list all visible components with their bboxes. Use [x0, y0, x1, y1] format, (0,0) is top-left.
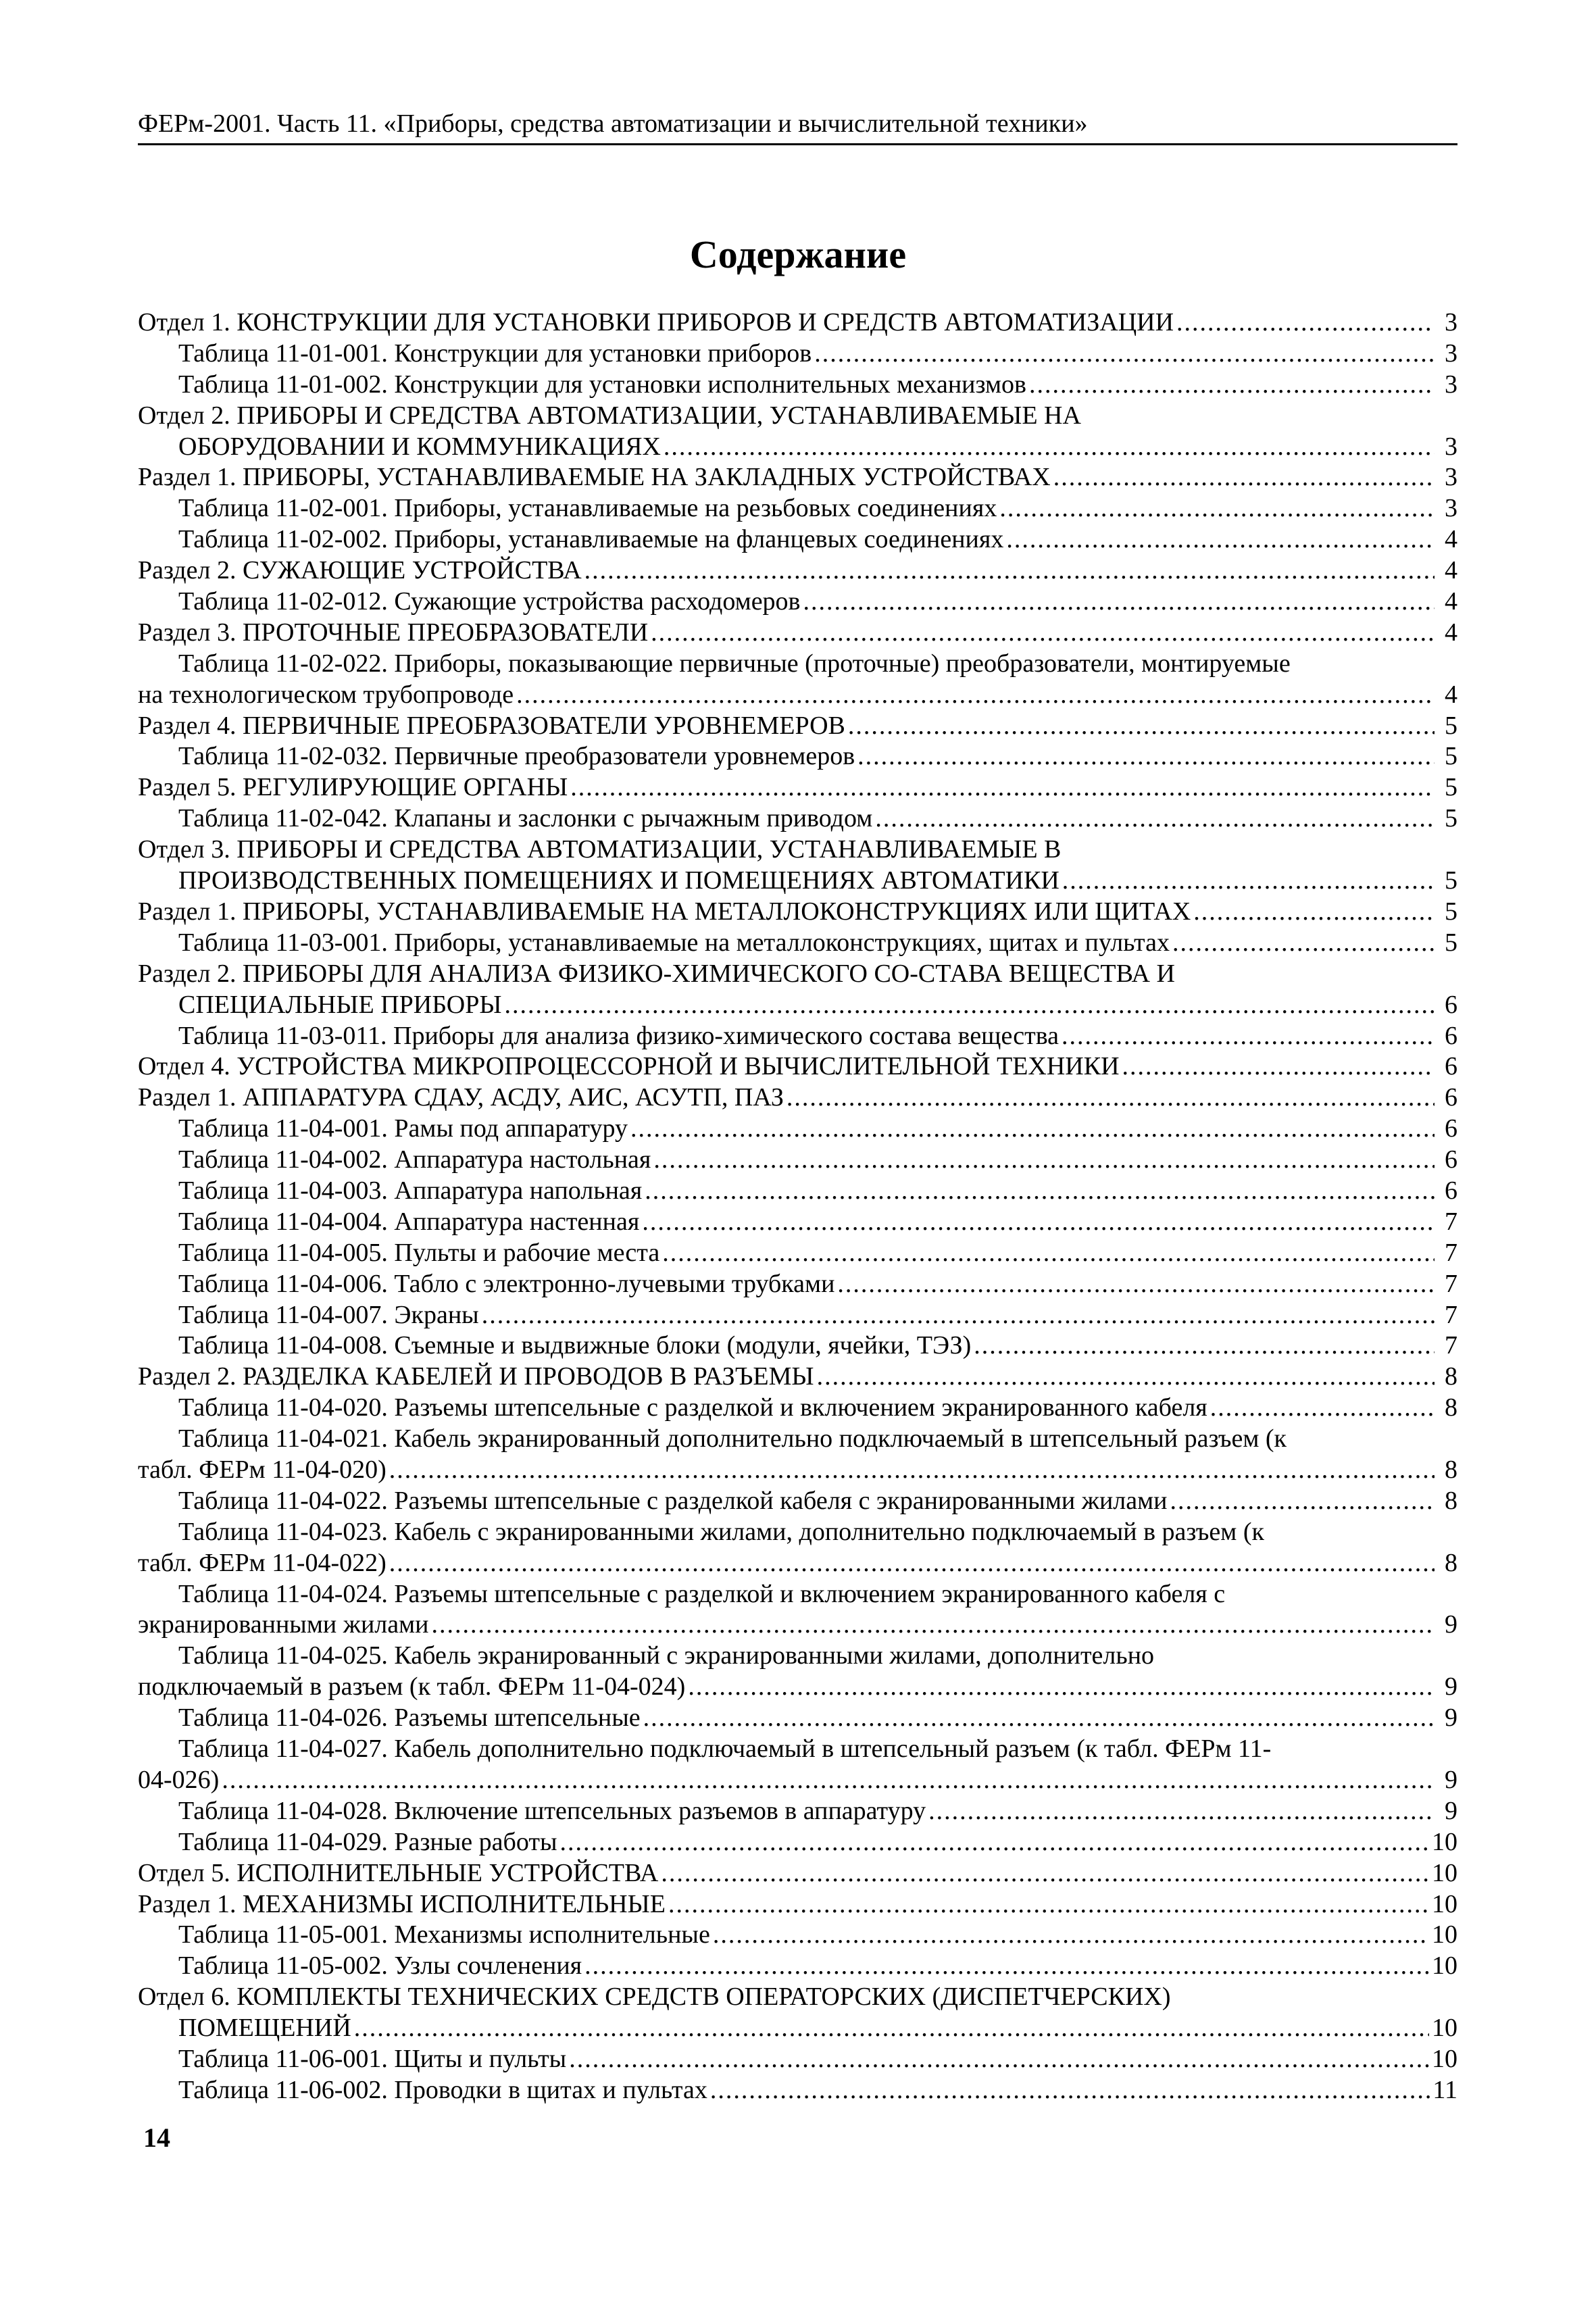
toc-entry-title: подключаемый в разъем (к табл. ФЕРм 11-04-024) — [138, 1672, 686, 1701]
toc-entry-title: Таблица 11-04-001. Рамы под аппаратуру — [178, 1114, 628, 1143]
toc-entry-page: 9 — [1445, 1703, 1457, 1733]
toc-entry — [138, 1703, 1457, 1734]
running-header: ФЕРм-2001. Часть 11. «Приборы, средства автоматизации и вычислительной техники» — [138, 109, 1088, 138]
toc-entry — [138, 1082, 1457, 1114]
dot-leader — [688, 1672, 1435, 1703]
dot-leader — [630, 1114, 1435, 1145]
toc-entry-line-2 — [138, 2013, 1457, 2044]
toc-entry-page: 10 — [1432, 1827, 1457, 1856]
toc-entry — [138, 1517, 1457, 1579]
toc-entry — [138, 2044, 1457, 2075]
toc-entry-page: 3 — [1445, 463, 1457, 492]
toc-entry-page: 4 — [1445, 556, 1457, 585]
toc-entry — [138, 1362, 1457, 1393]
toc-entry-title: экранированными жилами — [138, 1610, 429, 1639]
toc-entry-title: Таблица 11-05-002. Узлы сочленения — [178, 1951, 582, 1981]
dot-leader — [1062, 866, 1435, 897]
toc-entry-title: табл. ФЕРм 11-04-022) — [138, 1548, 386, 1577]
toc-entry-page: 6 — [1445, 1052, 1457, 1081]
dot-leader — [803, 587, 1435, 618]
toc-entry — [138, 339, 1457, 370]
dot-leader — [516, 680, 1435, 711]
toc-entry — [138, 1486, 1457, 1517]
toc-entry — [138, 1021, 1457, 1052]
toc-entry-line-2 — [138, 990, 1457, 1021]
toc-entry — [138, 1734, 1457, 1796]
toc-entry-page: 10 — [1432, 1889, 1457, 1918]
toc-entry-title: Таблица 11-04-003. Аппаратура напольная — [178, 1176, 643, 1205]
dot-leader — [389, 1455, 1435, 1486]
toc-entry-title: СПЕЦИАЛЬНЫЕ ПРИБОРЫ — [178, 990, 502, 1019]
toc-entry-title: Таблица 11-04-004. Аппаратура настенная — [178, 1207, 640, 1236]
toc-entry-page: 9 — [1445, 1765, 1457, 1794]
toc-entry-line-2 — [138, 432, 1457, 463]
toc-entry-title: Таблица 11-04-029. Разные работы — [178, 1827, 557, 1856]
toc-entry — [138, 1920, 1457, 1951]
toc-entry — [138, 1424, 1457, 1486]
toc-entry-title: Раздел 1. ПРИБОРЫ, УСТАНАВЛИВАЕМЫЕ НА МЕТАЛЛОКОНСТРУКЦИЯХ ИЛИ ЩИТАХ — [138, 897, 1191, 926]
dot-leader — [1176, 307, 1435, 339]
dot-leader — [569, 2044, 1429, 2075]
dot-leader — [222, 1765, 1435, 1796]
toc-entry — [138, 1176, 1457, 1207]
toc-entry-title: Таблица 11-04-026. Разъемы штепсельные — [178, 1703, 641, 1733]
toc-entry-page: 5 — [1445, 773, 1457, 802]
toc-entry — [138, 772, 1457, 803]
toc-entry-title: Таблица 11-01-002. Конструкции для установки исполнительных механизмов — [178, 370, 1026, 399]
toc-entry — [138, 618, 1457, 649]
toc-entry-page: 6 — [1445, 1021, 1457, 1050]
toc-entry-page: 9 — [1445, 1610, 1457, 1639]
toc-entry-title: Таблица 11-02-012. Сужающие устройства расходомеров — [178, 587, 801, 616]
toc-entry — [138, 401, 1457, 463]
toc-entry — [138, 587, 1457, 618]
toc-entry — [138, 1393, 1457, 1424]
toc-entry — [138, 1051, 1457, 1082]
toc-entry-title: Таблица 11-03-001. Приборы, устанавливаемые на металлоконструкциях, щитах и пультах — [178, 928, 1170, 957]
toc-entry-title: табл. ФЕРм 11-04-020) — [138, 1455, 386, 1484]
toc-entry — [138, 1951, 1457, 1982]
dot-leader — [643, 1703, 1435, 1734]
dot-leader — [1193, 897, 1435, 928]
toc-entry — [138, 1207, 1457, 1238]
toc-entry — [138, 1889, 1457, 1920]
toc-entry-title: Таблица 11-02-042. Клапаны и заслонки с рычажным приводом — [178, 804, 873, 833]
dot-leader — [570, 772, 1435, 803]
toc-entry-line-2 — [138, 1765, 1457, 1796]
toc-entry-title: Таблица 11-04-020. Разъемы штепсельные с разделкой и включением экранированного кабеля — [178, 1393, 1207, 1422]
toc-entry-page: 3 — [1445, 370, 1457, 399]
toc-entry-page: 6 — [1445, 1145, 1457, 1174]
dot-leader — [645, 1176, 1435, 1207]
page-number: 14 — [143, 2122, 170, 2153]
toc-entry-title: Таблица 11-02-002. Приборы, устанавливаемые на фланцевых соединениях — [178, 525, 1004, 554]
toc-entry — [138, 462, 1457, 493]
toc-entry-title: Таблица 11-02-032. Первичные преобразователи уровнемеров — [178, 742, 855, 771]
toc-entry — [138, 370, 1457, 401]
toc-entry — [138, 928, 1457, 959]
toc-entry-page: 8 — [1445, 1455, 1457, 1484]
toc-entry-line-2 — [138, 866, 1457, 897]
toc-entry-title: Таблица 11-04-002. Аппаратура настольная — [178, 1145, 651, 1174]
toc-entry-title: Таблица 11-04-007. Экраны — [178, 1300, 479, 1329]
toc-entry-title: ПОМЕЩЕНИЙ — [178, 2014, 351, 2043]
toc-entry — [138, 1796, 1457, 1827]
toc-entry-title: Раздел 4. ПЕРВИЧНЫЕ ПРЕОБРАЗОВАТЕЛИ УРОВНЕМЕРОВ — [138, 711, 845, 740]
toc-entry-page: 3 — [1445, 339, 1457, 368]
toc-entry-page: 8 — [1445, 1393, 1457, 1422]
toc-entry-title: Таблица 11-06-002. Проводки в щитах и пультах — [178, 2075, 707, 2104]
toc-entry-line-1: Отдел 2. ПРИБОРЫ И СРЕДСТВА АВТОМАТИЗАЦИИ, УСТАНАВЛИВАЕМЫЕ НА — [138, 401, 1081, 430]
toc-entry-page: 6 — [1445, 1114, 1457, 1143]
toc-entry-line-1: Таблица 11-04-023. Кабель с экранированными жилами, дополнительно подключаемый в разъем (к — [178, 1517, 1264, 1546]
toc-entry-page: 6 — [1445, 990, 1457, 1019]
toc-entry-page: 11 — [1432, 2075, 1457, 2104]
toc-entry-page: 3 — [1445, 494, 1457, 523]
dot-leader — [875, 803, 1435, 835]
toc-entry-line-1: Отдел 3. ПРИБОРЫ И СРЕДСТВА АВТОМАТИЗАЦИИ, УСТАНАВЛИВАЕМЫЕ В — [138, 835, 1062, 864]
dot-leader — [1062, 1021, 1435, 1052]
toc-entry-page: 10 — [1432, 1951, 1457, 1981]
dot-leader — [653, 1145, 1435, 1176]
dot-leader — [1170, 1486, 1435, 1517]
toc-entry-line-1: Таблица 11-02-022. Приборы, показывающие первичные (проточные) преобразователи, монтируемые — [178, 649, 1291, 678]
toc-entry-page: 7 — [1445, 1238, 1457, 1267]
dot-leader — [974, 1330, 1435, 1362]
toc-entry-page: 7 — [1445, 1269, 1457, 1298]
toc-entry-page: 9 — [1445, 1672, 1457, 1701]
toc-entry-page: 10 — [1432, 1920, 1457, 1949]
toc-entry-page: 5 — [1445, 866, 1457, 895]
toc-entry — [138, 307, 1457, 339]
toc-entry-title: 04-026) — [138, 1765, 220, 1794]
dot-leader — [482, 1300, 1435, 1331]
dot-leader — [848, 711, 1435, 742]
toc-entry — [138, 1269, 1457, 1300]
toc-entry — [138, 1641, 1457, 1703]
toc-entry-title: Раздел 1. МЕХАНИЗМЫ ИСПОЛНИТЕЛЬНЫЕ — [138, 1889, 666, 1918]
toc-entry — [138, 803, 1457, 835]
toc-entry-title: Раздел 1. ПРИБОРЫ, УСТАНАВЛИВАЕМЫЕ НА ЗАКЛАДНЫХ УСТРОЙСТВАХ — [138, 463, 1051, 492]
toc-entry — [138, 1300, 1457, 1331]
dot-leader — [710, 2075, 1430, 2106]
toc-entry-line-2 — [138, 1610, 1457, 1641]
toc-entry-title: ПРОИЗВОДСТВЕННЫХ ПОМЕЩЕНИЯХ И ПОМЕЩЕНИЯХ АВТОМАТИКИ — [178, 866, 1059, 895]
dot-leader — [662, 1238, 1435, 1269]
table-of-contents — [138, 307, 1457, 2106]
toc-entry-page: 8 — [1445, 1362, 1457, 1391]
toc-entry-page: 4 — [1445, 525, 1457, 554]
toc-entry-page: 7 — [1445, 1331, 1457, 1360]
dot-leader — [857, 742, 1435, 773]
toc-entry-title: Раздел 2. СУЖАЮЩИЕ УСТРОЙСТВА — [138, 556, 582, 585]
toc-entry-page: 4 — [1445, 587, 1457, 616]
dot-leader — [584, 555, 1435, 587]
toc-entry-title: Раздел 5. РЕГУЛИРУЮЩИЕ ОРГАНЫ — [138, 773, 568, 802]
toc-entry — [138, 555, 1457, 587]
toc-entry-title: Таблица 11-05-001. Механизмы исполнительные — [178, 1920, 710, 1949]
toc-entry — [138, 1579, 1457, 1641]
dot-leader — [1006, 524, 1435, 555]
dot-leader — [837, 1269, 1435, 1300]
dot-leader — [664, 432, 1435, 463]
toc-entry-title: Таблица 11-04-022. Разъемы штепсельные с разделкой кабеля с экранированными жилами — [178, 1486, 1168, 1515]
toc-entry-title: Таблица 11-01-001. Конструкции для установки приборов — [178, 339, 812, 368]
toc-entry-title: Отдел 5. ИСПОЛНИТЕЛЬНЫЕ УСТРОЙСТВА — [138, 1858, 659, 1887]
toc-entry — [138, 1238, 1457, 1269]
dot-leader — [1210, 1393, 1435, 1424]
toc-entry-title: Отдел 4. УСТРОЙСТВА МИКРОПРОЦЕССОРНОЙ И ВЫЧИСЛИТЕЛЬНОЙ ТЕХНИКИ — [138, 1052, 1120, 1081]
toc-entry-line-1: Таблица 11-04-027. Кабель дополнительно подключаемый в штепсельный разъем (к табл. ФЕРм 11- — [178, 1735, 1272, 1764]
toc-entry — [138, 1827, 1457, 1858]
toc-entry — [138, 1145, 1457, 1176]
toc-entry-page: 7 — [1445, 1207, 1457, 1236]
toc-entry — [138, 1982, 1457, 2044]
dot-leader — [1172, 928, 1435, 959]
dot-leader — [817, 1362, 1435, 1393]
toc-entry — [138, 835, 1457, 897]
toc-entry — [138, 711, 1457, 742]
toc-entry-line-1: Раздел 2. ПРИБОРЫ ДЛЯ АНАЛИЗА ФИЗИКО-ХИМИЧЕСКОГО СО-СТАВА ВЕЩЕСТВА И — [138, 959, 1175, 988]
toc-entry-page: 7 — [1445, 1300, 1457, 1329]
dot-leader — [787, 1082, 1435, 1114]
toc-entry-title: Таблица 11-04-028. Включение штепсельных разъемов в аппаратуру — [178, 1796, 926, 1825]
dot-leader — [505, 990, 1435, 1021]
toc-entry-title: Таблица 11-04-008. Съемные и выдвижные блоки (модули, ячейки, ТЭЗ) — [178, 1331, 972, 1360]
toc-entry-title: Таблица 11-02-001. Приборы, устанавливаемые на резьбовых соединениях — [178, 494, 997, 523]
header-rule — [138, 143, 1457, 145]
toc-entry-line-2 — [138, 1455, 1457, 1486]
toc-entry-title: на технологическом трубопроводе — [138, 680, 514, 709]
toc-entry-page: 5 — [1445, 804, 1457, 833]
toc-entry-page: 10 — [1432, 2014, 1457, 2043]
toc-entry-title: Таблица 11-04-005. Пульты и рабочие места — [178, 1238, 660, 1267]
dot-leader — [1029, 370, 1435, 401]
dot-leader — [651, 618, 1435, 649]
toc-entry-line-2 — [138, 1672, 1457, 1703]
toc-entry-title: Раздел 1. АППАРАТУРА СДАУ, АСДУ, АИС, АСУТП, ПАЗ — [138, 1083, 784, 1112]
dot-leader — [668, 1889, 1429, 1920]
dot-leader — [1053, 462, 1435, 493]
toc-entry-page: 8 — [1445, 1548, 1457, 1577]
toc-entry-title: Таблица 11-04-006. Табло с электронно-лучевыми трубками — [178, 1269, 835, 1298]
dot-leader — [389, 1548, 1435, 1579]
dot-leader — [814, 339, 1435, 370]
toc-entry-title: Раздел 2. РАЗДЕЛКА КАБЕЛЕЙ И ПРОВОДОВ В РАЗЪЕМЫ — [138, 1362, 814, 1391]
toc-entry-page: 9 — [1445, 1796, 1457, 1825]
toc-entry-page: 8 — [1445, 1486, 1457, 1515]
toc-entry-line-2 — [138, 680, 1457, 711]
toc-entry-title: Раздел 3. ПРОТОЧНЫЕ ПРЕОБРАЗОВАТЕЛИ — [138, 618, 649, 647]
toc-entry — [138, 1330, 1457, 1362]
toc-entry-page: 10 — [1432, 2045, 1457, 2074]
dot-leader — [354, 2013, 1429, 2044]
toc-entry — [138, 1858, 1457, 1889]
dot-leader — [661, 1858, 1429, 1889]
dot-leader — [928, 1796, 1435, 1827]
dot-leader — [999, 493, 1435, 524]
toc-entry-page: 4 — [1445, 680, 1457, 709]
toc-entry-page: 6 — [1445, 1083, 1457, 1112]
dot-leader — [713, 1920, 1429, 1951]
toc-entry-page: 5 — [1445, 897, 1457, 926]
toc-entry-page: 6 — [1445, 1176, 1457, 1205]
toc-entry-page: 5 — [1445, 711, 1457, 740]
toc-entry-page: 5 — [1445, 928, 1457, 957]
dot-leader — [642, 1207, 1435, 1238]
toc-entry-page: 5 — [1445, 742, 1457, 771]
toc-entry-title: Отдел 1. КОНСТРУКЦИИ ДЛЯ УСТАНОВКИ ПРИБОРОВ И СРЕДСТВ АВТОМАТИЗАЦИИ — [138, 307, 1174, 337]
toc-entry-page: 4 — [1445, 618, 1457, 647]
toc-entry-page: 10 — [1432, 1858, 1457, 1887]
dot-leader — [560, 1827, 1430, 1858]
toc-entry-page: 3 — [1445, 432, 1457, 461]
toc-entry — [138, 2075, 1457, 2106]
toc-entry — [138, 493, 1457, 524]
page-title: Содержание — [689, 232, 907, 276]
dot-leader — [1122, 1051, 1435, 1082]
toc-entry — [138, 1114, 1457, 1145]
toc-entry-title: Таблица 11-06-001. Щиты и пульты — [178, 2045, 567, 2074]
toc-entry — [138, 897, 1457, 928]
toc-entry-title: Таблица 11-03-011. Приборы для анализа физико-химического состава вещества — [178, 1021, 1059, 1050]
toc-entry-line-1: Отдел 6. КОМПЛЕКТЫ ТЕХНИЧЕСКИХ СРЕДСТВ ОПЕРАТОРСКИХ (ДИСПЕТЧЕРСКИХ) — [138, 1983, 1171, 2012]
dot-leader — [432, 1610, 1435, 1641]
toc-entry — [138, 524, 1457, 555]
toc-entry-line-2 — [138, 1548, 1457, 1579]
toc-entry — [138, 742, 1457, 773]
toc-entry-page: 3 — [1445, 307, 1457, 337]
toc-entry — [138, 959, 1457, 1021]
toc-entry — [138, 649, 1457, 711]
toc-entry-title: ОБОРУДОВАНИИ И КОММУНИКАЦИЯХ — [178, 432, 661, 461]
dot-leader — [584, 1951, 1429, 1982]
toc-entry-line-1: Таблица 11-04-025. Кабель экранированный с экранированными жилами, дополнительно — [178, 1641, 1155, 1670]
toc-entry-line-1: Таблица 11-04-021. Кабель экранированный дополнительно подключаемый в штепсельный разъем (к — [178, 1424, 1287, 1453]
toc-entry-line-1: Таблица 11-04-024. Разъемы штепсельные с разделкой и включением экранированного кабеля с — [178, 1579, 1226, 1608]
